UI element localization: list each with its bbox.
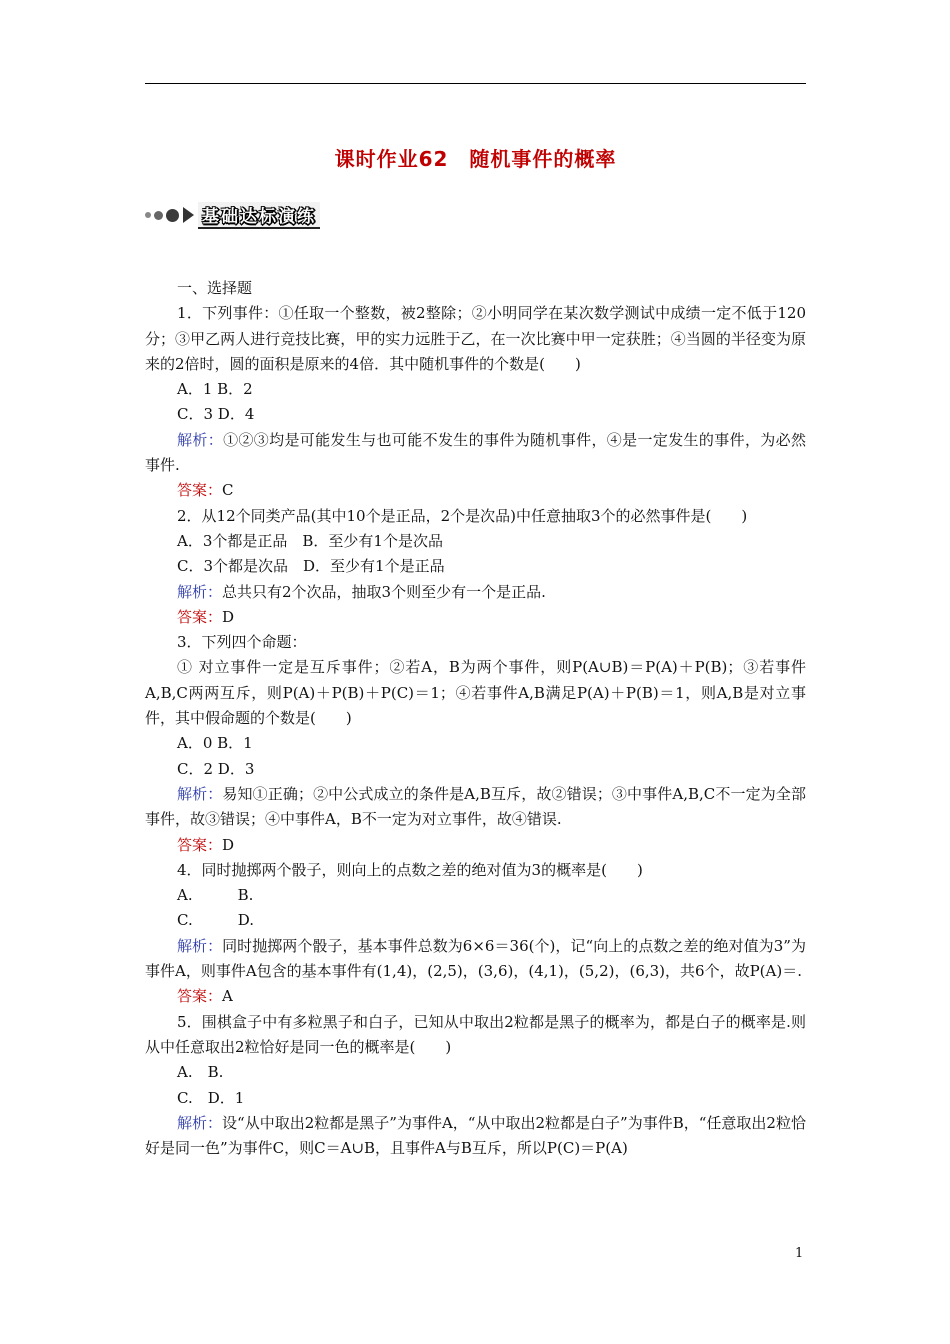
answer-value: D — [222, 835, 235, 854]
question-2-analysis — [145, 580, 806, 605]
analysis-label: 解析： — [177, 430, 224, 449]
analysis-label: 解析： — [177, 784, 223, 803]
question-3-option-line: C．2 D．3 — [177, 759, 255, 778]
question-1-answer — [145, 478, 806, 503]
analysis-text: 总共只有2个次品，抽取3个则至少有一个是正品. — [222, 582, 546, 601]
question-1-option-line: A．1 B．2 — [177, 380, 253, 399]
answer-label: 答案： — [177, 481, 223, 500]
question-4-option-line: C. D. — [177, 911, 254, 930]
question-4-analysis — [145, 934, 806, 985]
section-heading: 一、选择题 — [177, 279, 253, 297]
page-title: 课时作业62 随机事件的概率 — [334, 147, 617, 171]
question-1-stem: 1．下列事件：①任取一个整数，被2整除；②小明同学在某次数学测试中成绩一定不低于120分；③甲乙两人进行竞技比赛，甲的实力远胜于乙，在一次比赛中甲一定获胜；④当圆的半径变为原来的2倍时，圆的面积是原来的4倍．其中随机事件的个数是( ) — [145, 304, 806, 373]
question-2-answer — [145, 605, 806, 630]
answer-value: C — [222, 481, 234, 500]
question-4-stem: 4．同时抛掷两个骰子，则向上的点数之差的绝对值为3的概率是( ) — [177, 860, 643, 879]
answer-label: 答案： — [177, 987, 223, 1006]
question-1-analysis — [145, 428, 806, 479]
analysis-label: 解析： — [177, 936, 223, 955]
question-5-option-line: C. D．1 — [177, 1088, 245, 1107]
analysis-label: 解析： — [177, 582, 223, 601]
question-3-answer — [145, 833, 806, 858]
analysis-label: 解析： — [177, 1113, 223, 1132]
document-body — [145, 276, 806, 1161]
question-3-option-line: A．0 B．1 — [177, 734, 253, 753]
answer-value: A — [222, 987, 233, 1006]
question-1-option-line: C．3 D．4 — [177, 405, 255, 424]
question-4-answer — [145, 984, 806, 1009]
section-banner-label: 基础达标演练 — [198, 202, 320, 229]
analysis-text: ①②③均是可能发生与也可能不发生的事件为随机事件，④是一定发生的事件，为必然事件. — [145, 430, 806, 475]
answer-label: 答案： — [177, 835, 223, 854]
analysis-text: 易知①正确；②中公式成立的条件是A,B互斥，故②错误；③中事件A,B,C不一定为全部事件，故③错误；④中事件A，B不一定为对立事件，故④错误. — [145, 784, 806, 829]
question-2-stem: 2．从12个同类产品(其中10个是正品，2个是次品)中任意抽取3个的必然事件是( ) — [177, 506, 748, 525]
arrow-right-icon — [183, 207, 194, 223]
banner-dots-icon — [145, 209, 179, 222]
question-4-option-line: A. B. — [177, 886, 254, 905]
answer-label: 答案： — [177, 607, 223, 626]
question-2-option-line: C．3个都是次品 D．至少有1个是正品 — [177, 557, 445, 576]
question-3-analysis — [145, 782, 806, 833]
question-5-option-line: A. B. — [177, 1063, 224, 1082]
page-number: 1 — [795, 1246, 804, 1261]
question-5-analysis — [145, 1111, 806, 1162]
section-banner — [145, 203, 320, 227]
analysis-text: 同时抛掷两个骰子，基本事件总数为6×6＝36(个)，记“向上的点数之差的绝对值为3”为事件A，则事件A包含的基本事件有(1,4)，(2,5)，(3,6)，(4,1)，(5,2)，(6,3)，共6个，故P(A)＝. — [145, 936, 806, 981]
answer-value: D — [222, 607, 235, 626]
analysis-text: 设“从中取出2粒都是黑子”为事件A，“从中取出2粒都是白子”为事件B，“任意取出2粒恰好是同一色”为事件C，则C＝A∪B，且事件A与B互斥，所以P(C)＝P(A) — [145, 1113, 806, 1158]
question-3-stem: 3．下列四个命题： — [177, 633, 307, 652]
question-2-option-line: A．3个都是正品 B．至少有1个是次品 — [177, 531, 443, 550]
header-rule — [145, 83, 806, 84]
question-5-stem: 5．围棋盒子中有多粒黑子和白子，已知从中取出2粒都是黑子的概率为，都是白子的概率是.则从中任意取出2粒恰好是同一色的概率是( ) — [145, 1012, 806, 1056]
question-3-propositions: ① 对立事件一定是互斥事件；②若A，B为两个事件，则P(A∪B)＝P(A)＋P(B)；③若事件A,B,C两两互斥，则P(A)＋P(B)＋P(C)＝1；④若事件A,B满足P(A)＋P(B)＝1，则A,B是对立事件，其中假命题的个数是( ) — [145, 658, 806, 728]
